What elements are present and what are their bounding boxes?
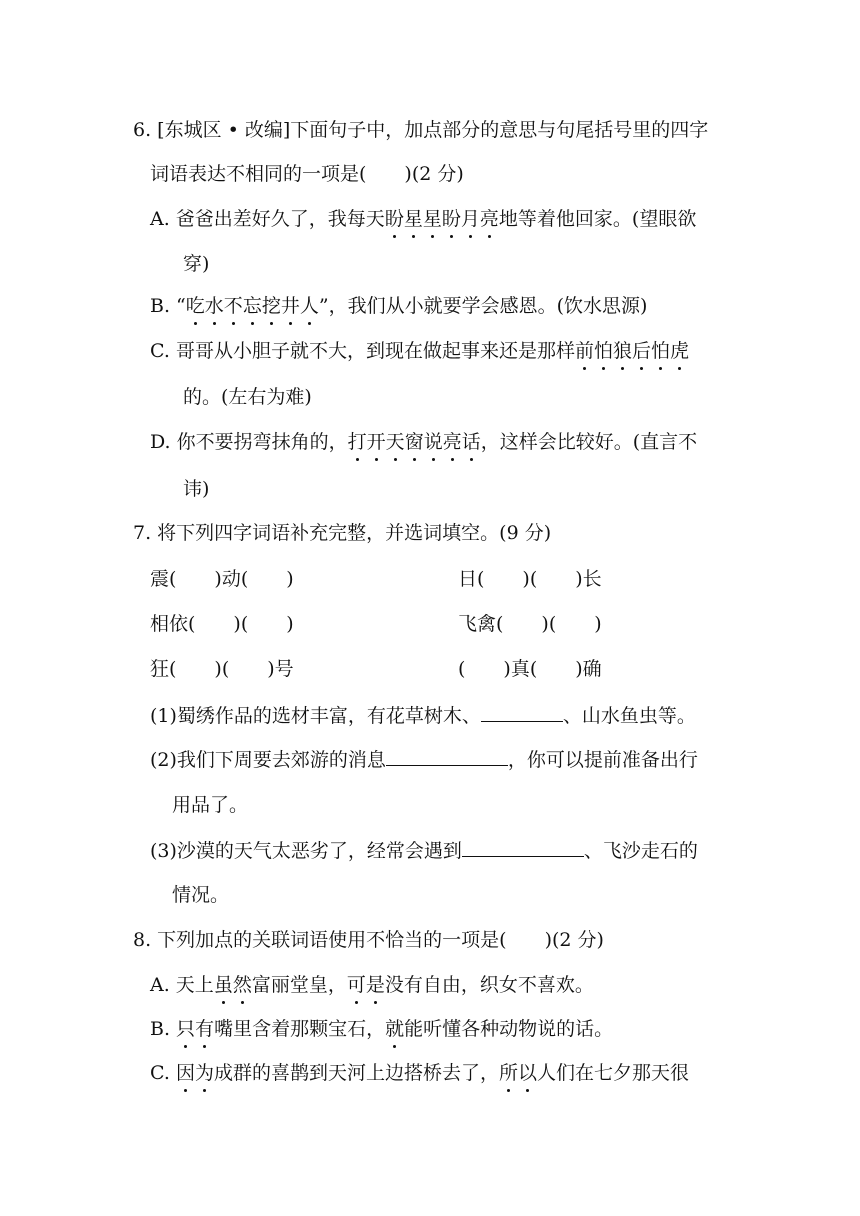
q7-s1-blank[interactable] [481, 703, 563, 722]
emphasis-char: 盼 [384, 208, 404, 230]
q6-stem-line2: 词语表达不相同的一项是( )(2 分) [150, 163, 464, 185]
emphasis-char: 月 [460, 208, 480, 230]
q7-word-4: 飞禽( )( ) [458, 613, 602, 635]
q7-word-3: 相依( )( ) [150, 613, 294, 635]
emphasis-char: 狼 [612, 340, 632, 362]
emphasis-char: 不 [223, 295, 243, 317]
q7-s2-pre: (2)我们下周要去郊游的消息 [150, 749, 386, 771]
q6-a-post: 地等着他回家。(望眼欲 [498, 208, 697, 230]
q8-option-a [150, 973, 594, 997]
emphasis-char: 吃 [185, 295, 205, 317]
emphasis-char: 然 [232, 974, 252, 996]
emphasis-char: 说 [423, 431, 443, 453]
emphasis-char: 以 [518, 1062, 538, 1084]
q7-s1-pre: (1)蜀绣作品的选材丰富，有花草树木、 [150, 705, 481, 727]
q6-c-dotted [575, 340, 689, 362]
emphasis-char: 虎 [670, 340, 690, 362]
emphasis-char: 亮 [479, 208, 499, 230]
q6-option-b [150, 294, 647, 318]
q8-a-dotted-1 [214, 974, 252, 996]
q6-option-d-cont: 讳) [183, 478, 210, 500]
emphasis-char: 因 [175, 1062, 195, 1084]
q6-d-dotted [348, 431, 481, 453]
q6-a-dotted [385, 208, 499, 230]
emphasis-char: 虽 [213, 974, 233, 996]
q7-sentence-2-cont: 用品了。 [172, 794, 249, 816]
emphasis-char: 窗 [404, 431, 424, 453]
q7-s2-blank[interactable] [386, 747, 508, 766]
q8-a-mid: 富丽堂皇， [251, 974, 347, 996]
q7-s2-post: ，你可以提前准备出行 [507, 749, 698, 771]
q8-c-dotted-2 [499, 1062, 537, 1084]
q7-sentence-3 [150, 838, 698, 863]
q8-b-post: 能听懂各种动物说的话。 [404, 1018, 614, 1040]
emphasis-char: 亮 [442, 431, 462, 453]
q6-option-d [150, 430, 697, 454]
emphasis-char: 挖 [261, 295, 281, 317]
q7-s1-post: 、山水鱼虫等。 [562, 705, 696, 727]
q8-c-post: 人们在七夕那天很 [537, 1062, 690, 1084]
q6-option-a-cont: 穿) [183, 253, 210, 275]
q8-a-post: 没有自由，织女不喜欢。 [384, 974, 594, 996]
q8-b-mid: 嘴里含着那颗宝石， [214, 1018, 386, 1040]
q6-b-pre: B. “ [150, 295, 186, 317]
q8-b-pre: B. [150, 1018, 177, 1040]
emphasis-char: 盼 [441, 208, 461, 230]
q8-a-dotted-2 [347, 974, 385, 996]
q7-s3-post: 、飞沙走石的 [583, 840, 698, 862]
q6-c-pre: C. 哥哥从小胆子就不大，到现在做起事来还是那样 [150, 340, 575, 362]
emphasis-char: 话 [461, 431, 481, 453]
emphasis-char: 所 [499, 1062, 519, 1084]
emphasis-char: 井 [280, 295, 300, 317]
emphasis-char: 开 [366, 431, 386, 453]
emphasis-char: 忘 [242, 295, 262, 317]
q8-c-dotted-1 [176, 1062, 214, 1084]
emphasis-char: 前 [574, 340, 594, 362]
emphasis-char: 为 [194, 1062, 214, 1084]
q7-word-2: 日( )( )长 [458, 568, 602, 590]
q7-sentence-3-cont: 情况。 [172, 884, 230, 906]
q6-option-a [150, 207, 696, 231]
q7-stem: 7. 将下列四字词语补充完整，并选词填空。(9 分) [133, 522, 552, 544]
q7-sentence-2 [150, 747, 698, 772]
q8-c-mid: 成群的喜鹊到天河上边搭桥去了， [213, 1062, 499, 1084]
q6-d-post: ，这样会比较好。(直言不 [480, 431, 698, 453]
q6-d-pre: D. 你不要拐弯抹角的， [150, 431, 348, 453]
emphasis-char: 星 [403, 208, 423, 230]
q6-a-pre: A. 爸爸出差好久了，我每天 [150, 208, 385, 230]
q6-option-c-cont: 的。(左右为难) [183, 386, 312, 408]
q7-s3-blank[interactable] [462, 838, 584, 857]
emphasis-char: 星 [422, 208, 442, 230]
q8-stem: 8. 下列加点的关联词语使用不恰当的一项是( )(2 分) [133, 929, 604, 951]
q7-word-6: ( )真( )确 [458, 658, 602, 680]
q8-option-c [150, 1061, 689, 1085]
q7-word-5: 狂( )( )号 [150, 658, 294, 680]
emphasis-char: 有 [195, 1018, 215, 1040]
emphasis-char: 天 [385, 431, 405, 453]
emphasis-char: 人 [299, 295, 319, 317]
q8-b-dotted-2 [385, 1018, 404, 1040]
emphasis-char: 怕 [593, 340, 613, 362]
emphasis-char: 可 [346, 974, 366, 996]
emphasis-char: 水 [204, 295, 224, 317]
q8-option-b [150, 1017, 613, 1041]
emphasis-char: 就 [385, 1018, 405, 1040]
q6-stem-line1: 6. [东城区 • 改编]下面句子中，加点部分的意思与句尾括号里的四字 [133, 119, 709, 141]
emphasis-char: 怕 [651, 340, 671, 362]
q7-s3-pre: (3)沙漠的天气太恶劣了，经常会遇到 [150, 840, 462, 862]
q6-b-dotted [186, 295, 319, 317]
q7-word-1: 震( )动( ) [150, 568, 294, 590]
emphasis-char: 是 [365, 974, 385, 996]
q8-c-pre: C. [150, 1062, 176, 1084]
emphasis-char: 只 [176, 1018, 196, 1040]
emphasis-char: 后 [632, 340, 652, 362]
emphasis-char: 打 [347, 431, 367, 453]
q8-a-pre: A. 天上 [150, 974, 214, 996]
q8-b-dotted-1 [176, 1018, 214, 1040]
q6-option-c [150, 339, 689, 363]
q6-b-post: ”，我们从小就要学会感恩。(饮水思源) [318, 295, 648, 317]
q7-sentence-1 [150, 703, 696, 728]
